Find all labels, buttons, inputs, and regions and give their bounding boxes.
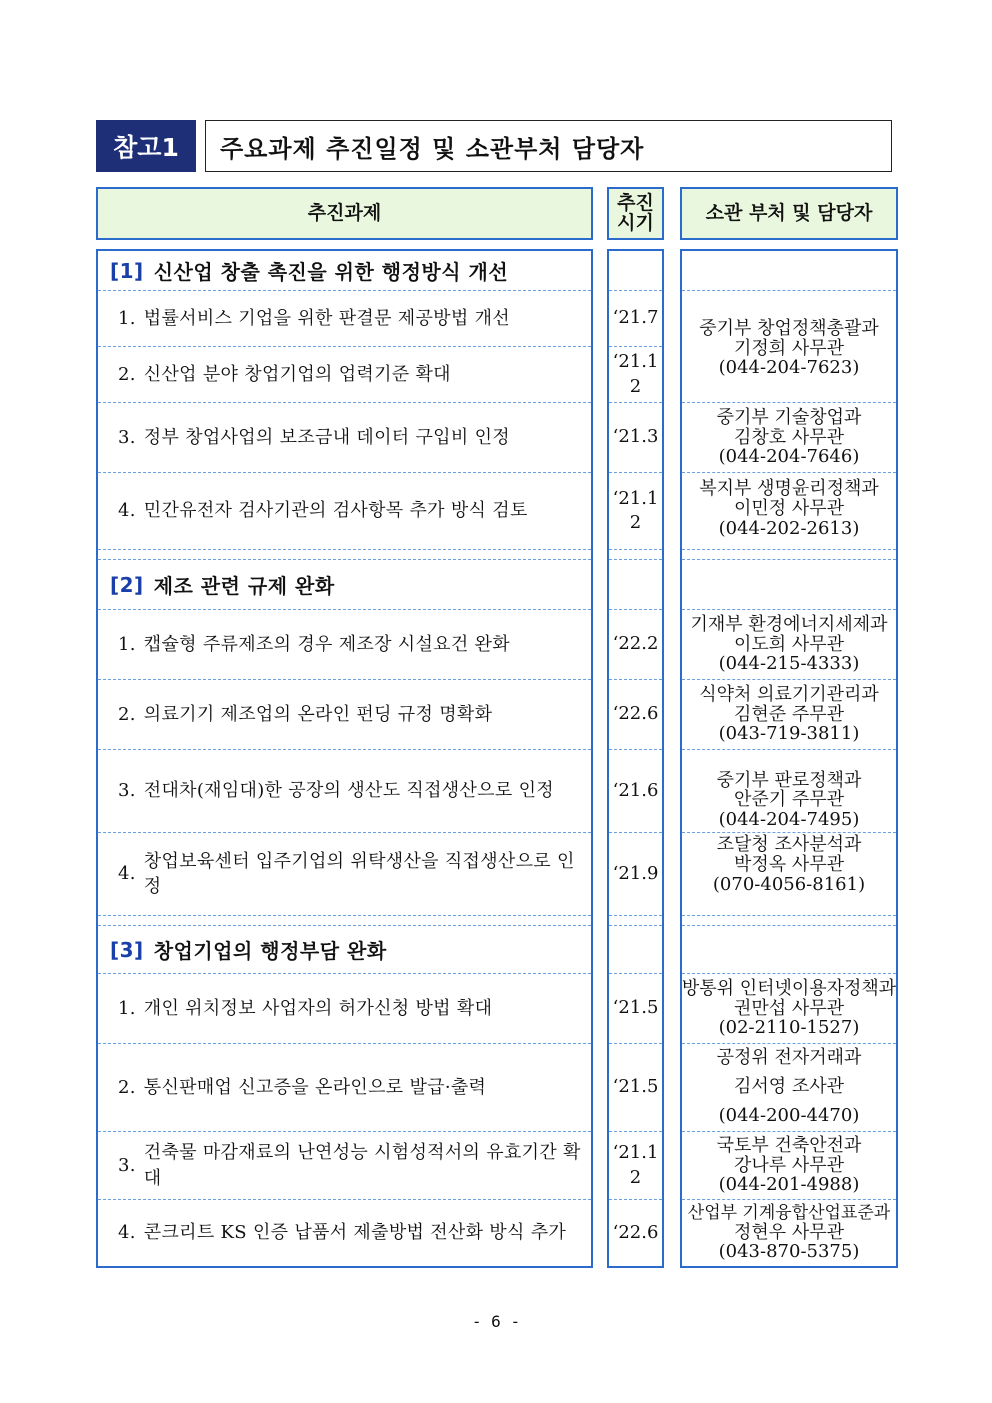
- contact-phone: (044-200-4470): [718, 1104, 860, 1126]
- contact-cell: [682, 473, 896, 550]
- spacer-row: [609, 916, 662, 926]
- task-number: 2.: [118, 363, 136, 385]
- section-row: [98, 251, 591, 291]
- contact-cell: [682, 680, 896, 750]
- section-title-text: 창업기업의 행정부담 완화: [153, 939, 387, 963]
- contact-name: 강나루 사무관: [733, 1154, 845, 1176]
- contact-dept: 산업부 기계융합산업표준과: [687, 1202, 891, 1223]
- section-title: [110, 251, 508, 290]
- timing-value: ‘22.6: [612, 703, 659, 725]
- section-row: [682, 251, 896, 291]
- timing-cell: [609, 1200, 662, 1266]
- contact-dept: 중기부 창업정책총괄과: [699, 317, 879, 339]
- task-text: 건축물 마감재료의 난연성능 시험성적서의 유효기간 확대: [143, 1142, 581, 1189]
- section-number: [2]: [110, 572, 144, 597]
- contact-dept: 국토부 건축안전과: [716, 1134, 862, 1156]
- task-row: [98, 750, 591, 833]
- timing-value: ‘22.6: [612, 1221, 659, 1243]
- contact-name: 김현준 주무관: [733, 703, 845, 725]
- timing-value: ‘21.12: [612, 487, 659, 533]
- timing-value: ‘21.6: [612, 779, 659, 801]
- header-task: [96, 187, 593, 240]
- spacer-row: [682, 550, 896, 560]
- task-text: 정부 창업사업의 보조금내 데이터 구입비 인정: [143, 426, 510, 448]
- contact-name: 김서영 조사관: [733, 1076, 845, 1098]
- timing-cell: [609, 1044, 662, 1132]
- timing-value: ‘21.3: [612, 426, 659, 448]
- contact-cell: [682, 403, 896, 473]
- section-number: [1]: [110, 258, 144, 283]
- task-text: 창업보육센터 입주기업의 위탁생산을 직접생산으로 인정: [143, 850, 575, 897]
- task-row: [98, 680, 591, 750]
- contact-cell: [682, 1044, 896, 1132]
- contact-dept: 공정위 전자거래과: [716, 1047, 862, 1069]
- task-text: 신산업 분야 창업기업의 업력기준 확대: [143, 363, 451, 385]
- task-text: 개인 위치정보 사업자의 허가신청 방법 확대: [143, 997, 493, 1019]
- contact-name: 기정희 사무관: [733, 337, 845, 359]
- task-column: [96, 249, 593, 1268]
- page-title: 주요과제 추진일정 및 소관부처 담당자: [205, 120, 892, 172]
- page-number: - 6 -: [471, 1312, 521, 1331]
- contact-phone: (044-202-2613): [718, 517, 860, 539]
- section-title: [110, 560, 335, 609]
- contact-dept: 중기부 기술창업과: [716, 406, 862, 428]
- task-number: 1.: [118, 307, 136, 329]
- contact-dept: 중기부 판로정책과: [716, 769, 862, 791]
- timing-value: ‘21.9: [612, 862, 659, 884]
- task-text: 의료기기 제조업의 온라인 펀딩 규정 명확화: [143, 703, 493, 725]
- contact-cell: [682, 610, 896, 680]
- section-row: [682, 560, 896, 610]
- timing-cell: [609, 347, 662, 403]
- contact-column: [680, 249, 898, 1268]
- header-task-label: 추진과제: [307, 201, 382, 224]
- section-row: [609, 560, 662, 610]
- task-number: 2.: [118, 703, 136, 725]
- contact-name: 이도희 사무관: [733, 633, 845, 655]
- section-number: [3]: [110, 937, 144, 962]
- spacer-row: [98, 916, 591, 926]
- contact-dept: 기재부 환경에너지세제과: [690, 613, 888, 635]
- contact-name: 안준기 주무관: [733, 789, 845, 811]
- timing-cell: [609, 750, 662, 833]
- task-text: 콘크리트 KS 인증 납품서 제출방법 전산화 방식 추가: [143, 1222, 567, 1244]
- task-number: 4.: [118, 863, 136, 885]
- section-row: [98, 560, 591, 610]
- contact-name: 김창호 사무관: [733, 426, 845, 448]
- contact-cell: [682, 833, 896, 916]
- section-title-text: 신산업 창출 촉진을 위한 행정방식 개선: [153, 260, 509, 284]
- spacer-row: [682, 916, 896, 926]
- task-row: [98, 974, 591, 1044]
- section-row: [98, 926, 591, 974]
- header-timing-label: 추진 시기: [617, 191, 654, 234]
- contact-dept: 식약처 의료기기관리과: [699, 683, 879, 705]
- contact-phone: (044-201-4988): [718, 1174, 860, 1196]
- task-row: [98, 610, 591, 680]
- section-title: [110, 926, 387, 973]
- task-number: 3.: [118, 426, 136, 448]
- task-row: [98, 473, 591, 550]
- timing-value: ‘21.5: [612, 1076, 659, 1098]
- section-title-text: 제조 관련 규제 완화: [153, 574, 335, 598]
- task-row: [98, 1132, 591, 1200]
- contact-cell: [682, 1132, 896, 1200]
- task-number: 3.: [118, 780, 136, 802]
- timing-cell: [609, 1132, 662, 1200]
- timing-column: [607, 249, 664, 1268]
- section-row: [609, 926, 662, 974]
- contact-phone: (044-204-7623): [718, 357, 860, 379]
- contact-dept: 조달청 조사분석과: [716, 834, 862, 855]
- contact-phone: (043-719-3811): [718, 723, 860, 745]
- section-row: [682, 926, 896, 974]
- timing-value: ‘21.12: [612, 1142, 659, 1188]
- contact-name: 이민정 사무관: [733, 497, 845, 519]
- task-text: 민간유전자 검사기관의 검사항목 추가 방식 검토: [143, 500, 528, 522]
- task-row: [98, 347, 591, 403]
- task-row: [98, 833, 591, 916]
- header-contact: [680, 187, 898, 240]
- task-text: 캡슐형 주류제조의 경우 제조장 시설요건 완화: [143, 633, 510, 655]
- contact-phone: (070-4056-8161): [712, 873, 866, 895]
- task-row: [98, 1044, 591, 1132]
- timing-cell: [609, 974, 662, 1044]
- timing-cell: [609, 610, 662, 680]
- reference-label: 참고1: [96, 120, 196, 172]
- task-text: 통신판매업 신고증을 온라인으로 발급·출력: [143, 1076, 487, 1098]
- contact-cell: [682, 1200, 896, 1266]
- task-number: 3.: [118, 1154, 136, 1176]
- contact-name: 정현우 사무관: [733, 1221, 845, 1243]
- header-contact-label: 소관 부처 및 담당자: [705, 201, 873, 224]
- timing-value: ‘22.2: [612, 633, 659, 655]
- section-row: [609, 251, 662, 291]
- task-text: 전대차(재임대)한 공장의 생산도 직접생산으로 인정: [143, 780, 554, 802]
- contact-phone: (044-204-7495): [718, 809, 860, 831]
- task-number: 4.: [118, 1222, 136, 1244]
- contact-name: 박정옥 사무관: [733, 853, 845, 875]
- contact-phone: (02-2110-1527): [718, 1017, 860, 1039]
- timing-cell: [609, 403, 662, 473]
- timing-cell: [609, 680, 662, 750]
- contact-phone: (044-204-7646): [718, 446, 860, 468]
- timing-value: ‘21.12: [612, 351, 659, 397]
- timing-cell: [609, 833, 662, 916]
- task-row: [98, 291, 591, 347]
- task-number: 1.: [118, 997, 136, 1019]
- contact-dept: 복지부 생명윤리정책과: [699, 478, 879, 499]
- task-number: 1.: [118, 633, 136, 655]
- task-row: [98, 1200, 591, 1266]
- timing-cell: [609, 473, 662, 550]
- task-text: 법률서비스 기업을 위한 판결문 제공방법 개선: [143, 307, 510, 329]
- task-number: 2.: [118, 1076, 136, 1098]
- contact-phone: (044-215-4333): [718, 653, 860, 675]
- header-timing: [607, 187, 664, 240]
- timing-cell: [609, 291, 662, 347]
- timing-value: ‘21.5: [612, 997, 659, 1019]
- contact-cell: [682, 750, 896, 833]
- contact-cell: [682, 974, 896, 1044]
- spacer-row: [98, 550, 591, 560]
- contact-phone: (043-870-5375): [718, 1241, 860, 1263]
- spacer-row: [609, 550, 662, 560]
- contact-cell: [682, 291, 896, 403]
- contact-dept: 방통위 인터넷이용자정책과: [681, 977, 897, 999]
- contact-name: 권만섭 사무관: [733, 997, 845, 1019]
- timing-value: ‘21.7: [612, 307, 659, 329]
- task-number: 4.: [118, 500, 136, 522]
- task-row: [98, 403, 591, 473]
